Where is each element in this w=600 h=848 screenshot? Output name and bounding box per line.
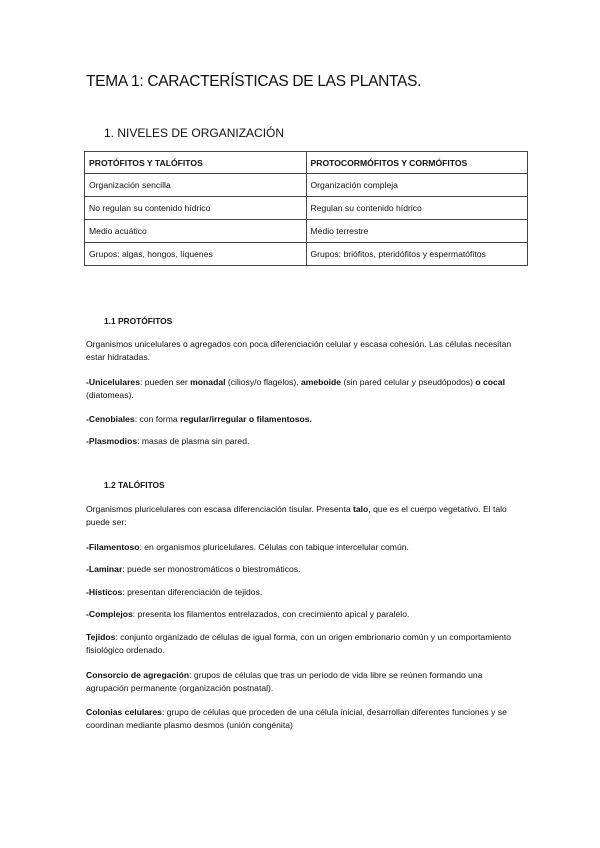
table-row bbox=[85, 243, 528, 266]
table-cell: Grupos: briófitos, pteridófitos y espermatófitos bbox=[306, 243, 528, 266]
term-emphasis: talo bbox=[353, 504, 369, 514]
unicelulares-paragraph bbox=[86, 376, 526, 403]
term-emphasis: o cocal bbox=[475, 377, 505, 387]
paragraph-text: : conjunto organizado de células de igual forma, con un origen embrionario común y un comportamiento fisiológico ordenado. bbox=[86, 632, 511, 656]
colonias-paragraph bbox=[86, 706, 526, 733]
subsection-heading-talofitos: 1.2 TALÓFITOS bbox=[104, 480, 165, 490]
term-label: -Filamentoso bbox=[86, 542, 140, 552]
table-cell: Grupos: algas, hongos, líquenes bbox=[85, 243, 307, 266]
paragraph-text: (ciliosy/o flagelos), bbox=[225, 377, 301, 387]
protofitos-intro: Organismos unicelulares o agregados con poca diferenciación celular y escasa cohesión. Las células necesitan estar hidratadas. bbox=[86, 339, 512, 363]
document-title: TEMA 1: CARACTERÍSTICAS DE LAS PLANTAS. bbox=[86, 73, 422, 90]
term-label: -Complejos bbox=[86, 609, 133, 619]
term-label: -Laminar bbox=[86, 564, 123, 574]
table-row bbox=[85, 220, 528, 243]
table-row bbox=[85, 174, 528, 197]
table-cell: Regulan su contenido hídrico bbox=[306, 197, 528, 220]
term-label: Colonias celulares bbox=[86, 707, 162, 717]
section-heading-niveles: 1. NIVELES DE ORGANIZACIÓN bbox=[104, 126, 285, 140]
paragraph-text: : grupo de células que proceden de una célula inicial, desarrollan diferentes funciones y se coordinan mediante plasmo desmos (unión congénita) bbox=[86, 707, 507, 731]
table-cell: Medio terrestre bbox=[306, 220, 528, 243]
paragraph-text: : grupos de células que tras un periodo de vida libre se reúnen formando una agrupación permanente (organización postnatal). bbox=[86, 670, 483, 694]
table-header-cell: PROTOCORMÓFITOS Y CORMÓFITOS bbox=[306, 152, 528, 174]
table-header-row bbox=[85, 152, 528, 174]
paragraph-text: , que es el cuerpo vegetativo. El talo puede ser: bbox=[86, 504, 507, 528]
term-label: -Plasmodios bbox=[86, 436, 138, 446]
table-cell: No regulan su contenido hídrico bbox=[85, 197, 307, 220]
paragraph-text: : presenta los filamentos entrelazados, con crecimiento apical y paralelo. bbox=[132, 609, 410, 619]
organization-levels-table bbox=[84, 151, 528, 266]
complejos-paragraph bbox=[86, 608, 526, 621]
table-header-cell: PROTÓFITOS Y TALÓFITOS bbox=[85, 152, 307, 174]
laminar-paragraph bbox=[86, 563, 526, 576]
paragraph-text: (diatomeas). bbox=[86, 390, 134, 401]
term-label: Tejidos bbox=[86, 632, 116, 642]
table-cell: Organización sencilla bbox=[85, 174, 307, 197]
term-label: -Unicelulares bbox=[86, 377, 140, 387]
term-label: -Cenobiales bbox=[86, 414, 135, 424]
subsection-heading-protofitos: 1.1 PROTÓFITOS bbox=[104, 316, 173, 326]
table-cell: Medio acuático bbox=[85, 220, 307, 243]
term-emphasis: monadal bbox=[190, 377, 226, 387]
plasmodios-paragraph bbox=[86, 435, 526, 448]
term-label: -Hísticos bbox=[86, 587, 123, 597]
cenobiales-paragraph bbox=[86, 413, 526, 426]
table-cell: Organización compleja bbox=[306, 174, 528, 197]
paragraph-text: : presentan diferenciación de tejidos. bbox=[122, 587, 263, 597]
paragraph-text: : con forma bbox=[134, 414, 181, 424]
paragraph-text: (sin pared celular y pseudópodos) bbox=[341, 377, 476, 387]
filamentoso-paragraph bbox=[86, 541, 526, 554]
term-emphasis: ameboide bbox=[300, 377, 342, 387]
talofitos-intro bbox=[86, 503, 526, 530]
consorcio-paragraph bbox=[86, 669, 526, 696]
paragraph-text: : pueden ser bbox=[139, 377, 191, 387]
histicos-paragraph bbox=[86, 586, 526, 599]
paragraph-text: : masas de plasma sin pared. bbox=[137, 436, 250, 446]
paragraph-text: Organismos pluricelulares con escasa diferenciación tisular. Presenta bbox=[86, 504, 354, 514]
term-label: Consorcio de agregación bbox=[86, 670, 190, 680]
tejidos-paragraph bbox=[86, 631, 526, 658]
paragraph-text: : puede ser monostromáticos o biestromáticos. bbox=[122, 564, 301, 574]
term-emphasis: regular/irregular o filamentosos. bbox=[180, 414, 312, 424]
paragraph-text: : en organismos pluricelulares. Células con tabique intercelular común. bbox=[139, 542, 409, 552]
table-row bbox=[85, 197, 528, 220]
